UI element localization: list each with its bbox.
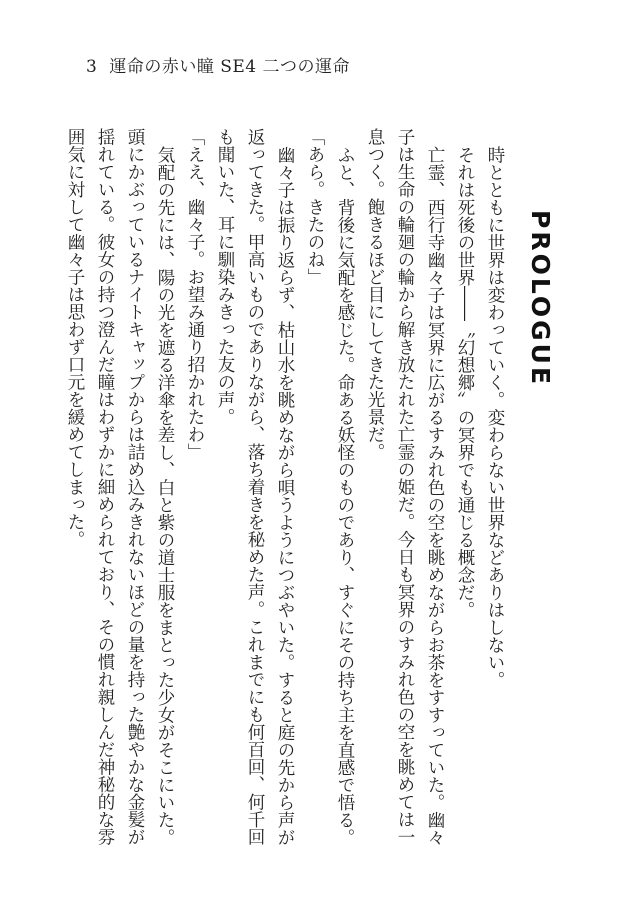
paragraph: 時とともに世界は変わっていく。変わらない世界などありはしない。 bbox=[485, 145, 505, 688]
body-text bbox=[65, 128, 510, 860]
page-number: 3 bbox=[86, 57, 98, 77]
paragraph: ふと、背後に気配を感じた。命ある妖怪のものであり、すぐにその持ち主を直感で悟る。 bbox=[335, 145, 355, 846]
dialogue-line: 「ええ、幽々子。お望み通り招かれたわ」 bbox=[185, 128, 205, 461]
book-title: 運命の赤い瞳 SE4 二つの運命 bbox=[109, 57, 351, 77]
paragraph: それは死後の世界――〝幻想郷〟の冥界でも通じる概念だ。 bbox=[455, 145, 475, 618]
chapter-title: PROLOGUE bbox=[526, 210, 555, 388]
running-head bbox=[86, 52, 350, 77]
paragraph: 亡霊、西行寺幽々子は冥界に広がるすみれ色の空を眺めながらお茶をすすっていた。幽々子は生命の輪廻の輪から解き放たれた亡霊の姫だ。今日も冥界のすみれ色の空を眺めては一息つく。飽きるほど目にしてきた光景だ。 bbox=[365, 128, 445, 846]
paragraph: 気配の先には、陽の光を遮る洋傘を差し、白と紫の道士服をまとった少女がそこにいた。頭にかぶっているナイトキャップからは詰め込みきれないほどの量を持った艶やかな金髪が揺れている。彼女の持つ澄んだ瞳はわずかに細められており、その慣れ親しんだ神秘的な雰囲気に対して幽々子は思わず口元を緩めてしまった。 bbox=[65, 128, 175, 846]
dialogue-line: 「あら。きたのね」 bbox=[305, 128, 325, 286]
paragraph: 幽々子は振り返らず、枯山水を眺めながら唄うようにつぶやいた。すると庭の先から声が返ってきた。甲高いものでありながら、落ち着きを秘めた声。これまでにも何百回、何千回も聞いた、耳に馴染みきった友の声。 bbox=[215, 128, 295, 846]
